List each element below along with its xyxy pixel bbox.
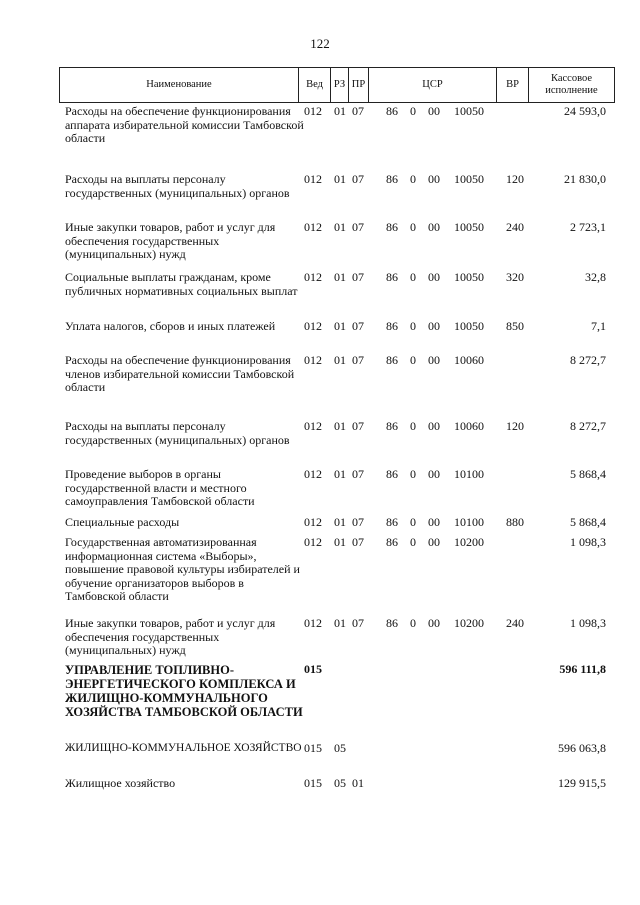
header-rz: РЗ <box>330 68 348 102</box>
row-csr-program: 86 <box>386 220 398 234</box>
row-name: Социальные выплаты гражданам, кроме публичных нормативных социальных выплат <box>65 270 298 298</box>
row-pr: 07 <box>352 616 364 630</box>
row-csr-subprogram: 0 <box>410 319 416 333</box>
row-csr-event: 00 <box>428 535 440 549</box>
row-rz: 01 <box>334 104 346 118</box>
header-name: Наименование <box>146 78 212 90</box>
row-rz: 01 <box>334 353 346 367</box>
row-rz: 01 <box>334 172 346 186</box>
row-csr-subprogram: 0 <box>410 535 416 549</box>
row-pr: 07 <box>352 220 364 234</box>
row-amount: 1 098,3 <box>570 616 606 630</box>
row-csr-event: 00 <box>428 319 440 333</box>
row-name: Специальные расходы <box>65 515 180 529</box>
row-name: ЖИЛИЩНО-КОММУНАЛЬНОЕ ХОЗЯЙСТВО <box>65 742 302 754</box>
row-amount: 5 868,4 <box>570 467 606 481</box>
row-vr: 880 <box>506 515 524 529</box>
row-name: Государственная автоматизированная информационная система «Выборы», повышение правовой культуры избирателей и обучение организаторов выборов в Тамбовской области <box>65 535 300 604</box>
row-rz: 01 <box>334 535 346 549</box>
row-amount: 2 723,1 <box>570 220 606 234</box>
row-csr-program: 86 <box>386 535 398 549</box>
row-csr-direction: 10100 <box>454 515 484 529</box>
row-ved: 012 <box>304 104 322 118</box>
row-csr-event: 00 <box>428 515 440 529</box>
row-csr-event: 00 <box>428 220 440 234</box>
row-amount: 596 063,8 <box>558 741 606 755</box>
row-rz: 05 <box>334 776 346 790</box>
row-pr: 07 <box>352 319 364 333</box>
row-vr: 120 <box>506 419 524 433</box>
row-rz: 01 <box>334 220 346 234</box>
row-csr-direction: 10060 <box>454 353 484 367</box>
row-vr: 240 <box>506 220 524 234</box>
row-csr-direction: 10200 <box>454 616 484 630</box>
row-rz: 01 <box>334 515 346 529</box>
row-pr: 01 <box>352 776 364 790</box>
row-amount: 129 915,5 <box>558 776 606 790</box>
row-csr-subprogram: 0 <box>410 104 416 118</box>
row-ved: 015 <box>304 741 322 755</box>
row-name: Расходы на выплаты персоналу государственных (муниципальных) органов <box>65 172 290 200</box>
row-pr: 07 <box>352 515 364 529</box>
row-csr-event: 00 <box>428 616 440 630</box>
row-csr-subprogram: 0 <box>410 515 416 529</box>
row-csr-event: 00 <box>428 104 440 118</box>
row-csr-event: 00 <box>428 419 440 433</box>
header-amount: Кассовое исполнение <box>528 68 614 102</box>
row-csr-event: 00 <box>428 353 440 367</box>
row-pr: 07 <box>352 104 364 118</box>
row-csr-event: 00 <box>428 172 440 186</box>
header-pr: ПР <box>348 68 368 102</box>
row-ved: 012 <box>304 172 322 186</box>
row-csr-subprogram: 0 <box>410 270 416 284</box>
row-pr: 07 <box>352 172 364 186</box>
row-csr-subprogram: 0 <box>410 616 416 630</box>
row-csr-direction: 10050 <box>454 220 484 234</box>
row-csr-subprogram: 0 <box>410 172 416 186</box>
row-pr: 07 <box>352 467 364 481</box>
row-pr: 07 <box>352 419 364 433</box>
row-csr-subprogram: 0 <box>410 419 416 433</box>
row-csr-direction: 10050 <box>454 172 484 186</box>
row-name: Жилищное хозяйство <box>65 776 176 790</box>
row-csr-direction: 10100 <box>454 467 484 481</box>
row-csr-program: 86 <box>386 419 398 433</box>
row-ved: 012 <box>304 220 322 234</box>
row-name: Расходы на выплаты персоналу государственных (муниципальных) органов <box>65 419 290 447</box>
row-csr-program: 86 <box>386 467 398 481</box>
row-rz: 05 <box>334 741 346 755</box>
row-csr-event: 00 <box>428 270 440 284</box>
row-csr-program: 86 <box>386 319 398 333</box>
row-csr-direction: 10050 <box>454 319 484 333</box>
row-pr: 07 <box>352 353 364 367</box>
row-ved: 015 <box>304 776 322 790</box>
row-name: Иные закупки товаров, работ и услуг для обеспечения государственных (муниципальных) нужд <box>65 616 276 658</box>
row-vr: 120 <box>506 172 524 186</box>
row-pr: 07 <box>352 270 364 284</box>
row-csr-subprogram: 0 <box>410 220 416 234</box>
row-rz: 01 <box>334 616 346 630</box>
row-amount: 596 111,8 <box>559 662 606 676</box>
row-rz: 01 <box>334 270 346 284</box>
row-vr: 240 <box>506 616 524 630</box>
row-amount: 24 593,0 <box>564 104 606 118</box>
header-ved: Вед <box>298 68 330 102</box>
row-amount: 8 272,7 <box>570 353 606 367</box>
row-csr-direction: 10050 <box>454 104 484 118</box>
row-amount: 1 098,3 <box>570 535 606 549</box>
table-header <box>59 67 615 103</box>
row-amount: 32,8 <box>585 270 606 284</box>
row-vr: 320 <box>506 270 524 284</box>
row-ved: 012 <box>304 515 322 529</box>
row-csr-direction: 10200 <box>454 535 484 549</box>
row-ved: 012 <box>304 419 322 433</box>
row-csr-program: 86 <box>386 616 398 630</box>
row-amount: 8 272,7 <box>570 419 606 433</box>
row-rz: 01 <box>334 319 346 333</box>
row-csr-program: 86 <box>386 515 398 529</box>
row-amount: 5 868,4 <box>570 515 606 529</box>
row-rz: 01 <box>334 419 346 433</box>
row-name: УПРАВЛЕНИЕ ТОПЛИВНО-ЭНЕРГЕТИЧЕСКОГО КОМПЛЕКСА И ЖИЛИЩНО-КОММУНАЛЬНОГО ХОЗЯЙСТВА ТАМБОВСКОЙ ОБЛАСТИ <box>65 663 303 719</box>
row-name: Иные закупки товаров, работ и услуг для обеспечения государственных (муниципальных) нужд <box>65 220 276 262</box>
row-vr: 850 <box>506 319 524 333</box>
header-csr: ЦСР <box>368 68 496 102</box>
row-csr-subprogram: 0 <box>410 467 416 481</box>
row-ved: 012 <box>304 535 322 549</box>
row-pr: 07 <box>352 535 364 549</box>
row-amount: 21 830,0 <box>564 172 606 186</box>
row-csr-subprogram: 0 <box>410 353 416 367</box>
header-vr: ВР <box>496 68 528 102</box>
row-name: Уплата налогов, сборов и иных платежей <box>65 319 276 333</box>
row-ved: 012 <box>304 616 322 630</box>
row-csr-event: 00 <box>428 467 440 481</box>
row-ved: 012 <box>304 467 322 481</box>
row-ved: 015 <box>304 662 322 676</box>
row-ved: 012 <box>304 270 322 284</box>
row-rz: 01 <box>334 467 346 481</box>
row-ved: 012 <box>304 319 322 333</box>
row-name: Проведение выборов в органы государственной власти и местного самоуправления Тамбовской области <box>65 467 255 509</box>
row-csr-direction: 10050 <box>454 270 484 284</box>
row-csr-program: 86 <box>386 104 398 118</box>
row-csr-program: 86 <box>386 353 398 367</box>
row-csr-direction: 10060 <box>454 419 484 433</box>
page-number: 122 <box>310 36 330 51</box>
row-name: Расходы на обеспечение функционирования аппарата избирательной комиссии Тамбовской области <box>65 104 304 146</box>
row-amount: 7,1 <box>591 319 606 333</box>
row-name: Расходы на обеспечение функционирования членов избирательной комиссии Тамбовской области <box>65 353 295 395</box>
row-ved: 012 <box>304 353 322 367</box>
row-csr-program: 86 <box>386 270 398 284</box>
row-csr-program: 86 <box>386 172 398 186</box>
